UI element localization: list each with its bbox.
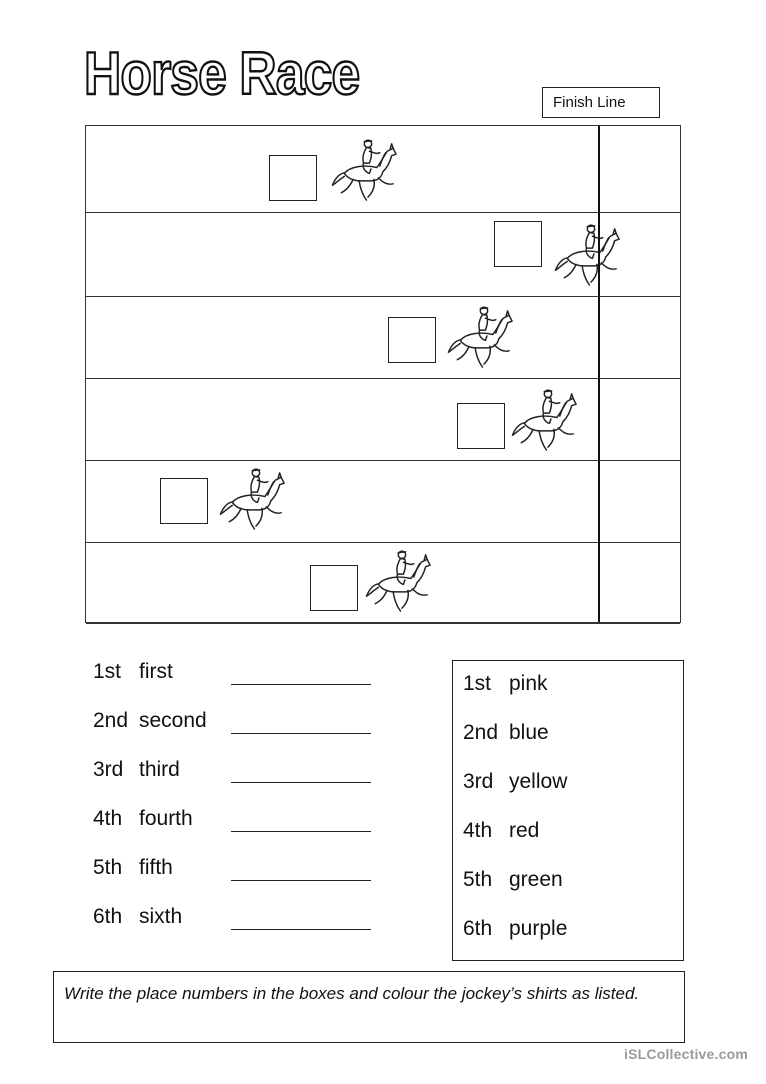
colour-name: red	[509, 819, 540, 842]
ordinal-row	[93, 856, 383, 886]
watermark: iSLCollective.com	[624, 1046, 748, 1062]
colour-key-box	[452, 660, 684, 961]
answer-blank[interactable]	[231, 733, 371, 734]
answer-blank[interactable]	[231, 684, 371, 685]
answer-blank[interactable]	[231, 880, 371, 881]
ordinal-word: fifth	[139, 856, 173, 879]
colour-row	[463, 917, 567, 941]
colour-place: 3rd	[463, 770, 494, 793]
place-answer-box[interactable]	[388, 317, 436, 363]
ordinal-number: 6th	[93, 905, 123, 928]
colour-row	[463, 672, 548, 696]
colour-row	[463, 770, 567, 794]
place-answer-box[interactable]	[310, 565, 358, 611]
answer-blank[interactable]	[231, 782, 371, 783]
ordinal-row	[93, 758, 383, 788]
colour-place: 2nd	[463, 721, 499, 744]
answer-blank[interactable]	[231, 929, 371, 930]
colour-place: 4th	[463, 819, 493, 842]
horse-jockey-icon	[328, 132, 402, 206]
lane-3	[86, 297, 680, 379]
place-answer-box[interactable]	[160, 478, 208, 524]
ordinal-number: 3rd	[93, 758, 124, 781]
horse-jockey-icon	[216, 461, 290, 535]
ordinal-word: first	[139, 660, 173, 683]
finish-line-label: Finish Line	[542, 87, 660, 118]
worksheet-title: Horse Race	[84, 40, 360, 107]
ordinal-number: 4th	[93, 807, 123, 830]
lane-1	[86, 126, 680, 213]
colour-name: yellow	[509, 770, 568, 793]
ordinal-number: 2nd	[93, 709, 129, 732]
place-answer-box[interactable]	[457, 403, 505, 449]
ordinal-row	[93, 807, 383, 837]
horse-jockey-icon	[551, 217, 625, 291]
colour-row	[463, 868, 563, 892]
ordinal-number: 1st	[93, 660, 122, 683]
colour-name: blue	[509, 721, 549, 744]
colour-place: 5th	[463, 868, 493, 891]
colour-place: 1st	[463, 672, 492, 695]
ordinal-number: 5th	[93, 856, 123, 879]
finish-line	[598, 126, 600, 622]
ordinal-row	[93, 660, 383, 690]
ordinal-word: second	[139, 709, 207, 732]
ordinal-row	[93, 709, 383, 739]
colour-row	[463, 819, 539, 843]
lane-4	[86, 379, 680, 461]
lane-6	[86, 543, 680, 624]
place-answer-box[interactable]	[494, 221, 542, 267]
ordinal-word: third	[139, 758, 180, 781]
colour-name: purple	[509, 917, 568, 940]
colour-name: green	[509, 868, 563, 891]
lane-5	[86, 461, 680, 543]
colour-row	[463, 721, 549, 745]
horse-jockey-icon	[508, 382, 582, 456]
colour-name: pink	[509, 672, 548, 695]
colour-place: 6th	[463, 917, 493, 940]
place-answer-box[interactable]	[269, 155, 317, 201]
horse-jockey-icon	[444, 299, 518, 373]
horse-jockey-icon	[362, 543, 436, 617]
instructions-box: Write the place numbers in the boxes and colour the jockey’s shirts as listed.	[53, 971, 685, 1043]
ordinal-word: sixth	[139, 905, 183, 928]
race-track	[85, 125, 681, 623]
ordinal-word: fourth	[139, 807, 193, 830]
ordinal-row	[93, 905, 383, 935]
answer-blank[interactable]	[231, 831, 371, 832]
lane-2	[86, 213, 680, 297]
